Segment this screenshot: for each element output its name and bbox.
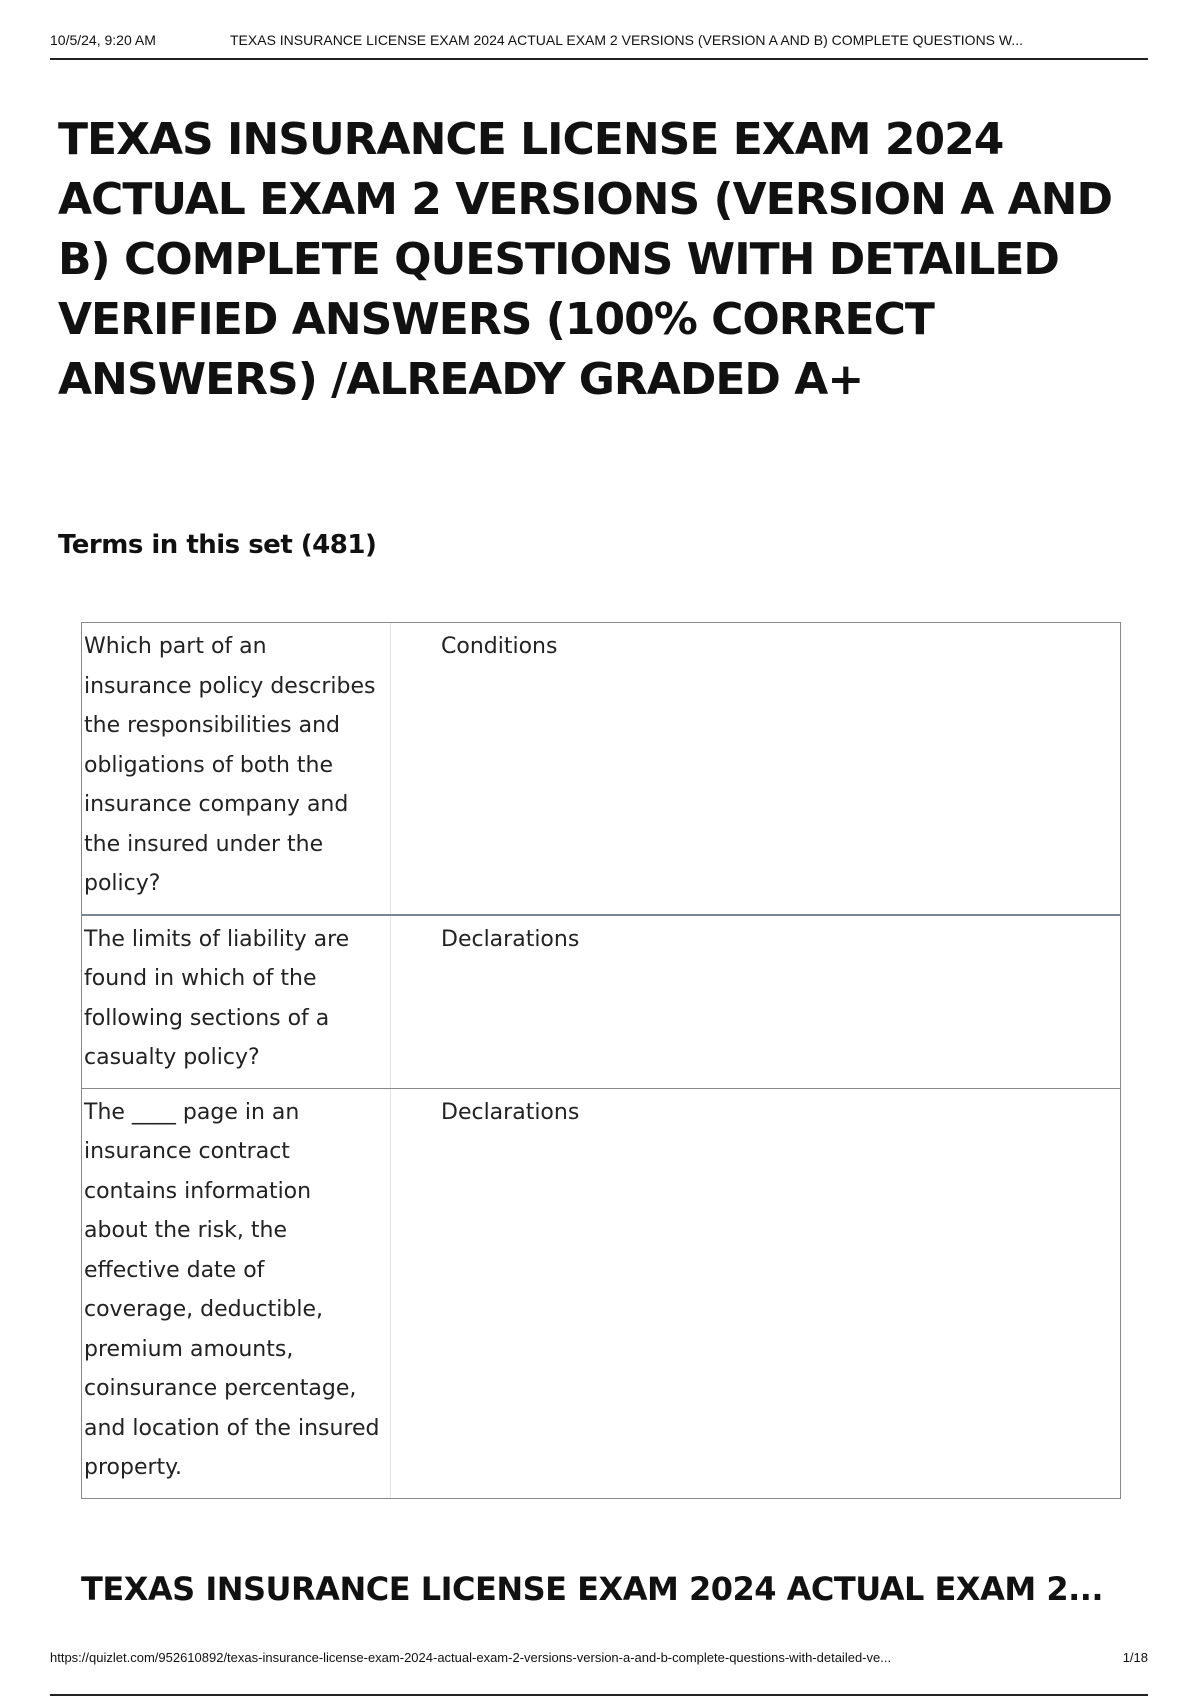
flashcard-row — [82, 623, 1120, 914]
flashcard-row — [82, 1088, 1120, 1498]
card-definition: Conditions — [441, 634, 558, 659]
page-footer — [50, 1650, 1148, 1696]
page-header — [50, 30, 1148, 60]
card-definition: Declarations — [441, 926, 580, 952]
card-term: Which part of an insurance policy describes the responsibilities and obligations of both the insurance company and the insured under the policy? — [82, 623, 391, 914]
terms-count-heading: Terms in this set (481) — [58, 530, 377, 560]
page-number: 1/18 — [1122, 1650, 1148, 1665]
card-term: The limits of liability are found in which of the following sections of a casualty policy? — [82, 916, 391, 1088]
card-definition: Declarations — [441, 1099, 580, 1125]
card-term: The ____ page in an insurance contract contains information about the risk, the effective date of coverage, deductible, premium amounts, coinsurance percentage, and location of the insured property. — [82, 1089, 391, 1498]
flashcard-list — [81, 622, 1121, 1499]
header-doc-title: TEXAS INSURANCE LICENSE EXAM 2024 ACTUAL EXAM 2 VERSIONS (VERSION A AND B) COMPLETE QUESTIONS W... — [230, 32, 1024, 48]
footer-url[interactable]: https://quizlet.com/952610892/texas-insurance-license-exam-2024-actual-exam-2-versions-version-a-and-b-complete-questions-with-detailed-ve... — [50, 1650, 892, 1665]
print-datetime: 10/5/24, 9:20 AM — [50, 32, 156, 48]
flashcard-row — [82, 914, 1120, 1088]
section-title: TEXAS INSURANCE LICENSE EXAM 2024 ACTUAL EXAM 2... — [81, 1570, 1104, 1608]
page-title: TEXAS INSURANCE LICENSE EXAM 2024 ACTUAL EXAM 2 VERSIONS (VERSION A AND B) COMPLETE QUESTIONS WITH DETAILED VERIFIED ANSWERS (100% CORRECT ANSWERS) /ALREADY GRADED A+ — [58, 114, 1112, 405]
